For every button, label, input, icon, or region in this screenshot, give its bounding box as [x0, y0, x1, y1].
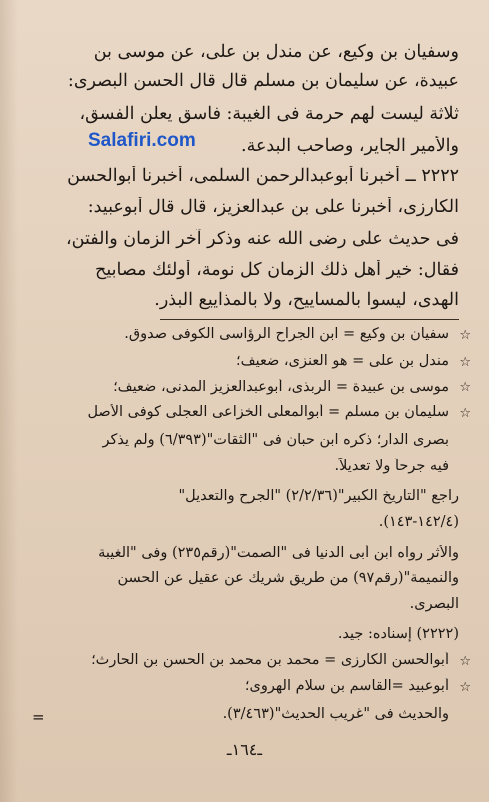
footnote-line: راجع "التاريخ الكبير"(٢/٢/٣٦) "الجرح والتعديل" [178, 488, 459, 504]
continuation-mark: = [32, 708, 45, 726]
footnote-separator [160, 319, 459, 320]
watermark-text: Salafiri.com [88, 130, 196, 151]
footnote-line: والأثر رواه ابن أبى الدنيا فى "الصمت"(رقم٢٣٥) وفى "الغيبة [98, 545, 459, 561]
footnote-line: سليمان بن مسلم = أبوالمعلى الخزاعى العجلى كوفى الأصل [87, 404, 449, 420]
star-icon: ☆ [459, 355, 471, 370]
footnote-line: والحديث فى "غريب الحديث"(٣/٤٦٣). [222, 706, 449, 722]
main-text-line: الكارزى، أخبرنا على بن عبدالعزيز، قال قال أبوعبيد: [87, 197, 459, 217]
main-text-line: ٢٢٢٢ ــ أخبرنا أبوعبدالرحمن السلمى، أخبرنا أبوالحسن [67, 166, 459, 186]
footnote-line: (٢٢٢٢) إسناده: جيد. [337, 626, 459, 642]
star-icon: ☆ [459, 406, 471, 421]
star-icon: ☆ [459, 680, 471, 695]
main-text-line: الهدى، ليسوا بالمساييح، ولا بالمذاييع البذر. [154, 290, 459, 310]
star-icon: ☆ [459, 380, 471, 395]
footnote-line: موسى بن عبيدة = الربذى، أبوعبدالعزيز المدنى، ضعيف؛ [113, 379, 449, 395]
main-text-line: عبيدة، عن سليمان بن مسلم قال قال الحسن البصرى: [67, 71, 459, 91]
footnote-line: أبوعبيد =القاسم بن سلام الهروى؛ [244, 678, 449, 694]
footnote-line: فيه جرحاً ولا تعديلاً. [334, 458, 449, 474]
main-text-line: ثلاثة ليست لهم حرمة فى الغيبة: فاسق يعلن الفسق، [79, 104, 459, 124]
main-text-line: فى حديث على رضى الله عنه وذكر آخر الزمان والفتن، [66, 229, 459, 249]
footnote-line: مندل بن على = هو العنزى، ضعيف؛ [236, 353, 449, 369]
footnote-line: سفيان بن وكيع = ابن الجراح الرؤاسى الكوفى صدوق. [124, 326, 449, 342]
main-text-line: والأمير الجاير، وصاحب البدعة. [241, 136, 459, 156]
main-text-line: وسفيان بن وكيع، عن مندل بن على، عن موسى بن [93, 42, 459, 62]
footnote-line: بصرى الدار؛ ذكره ابن حبان فى "الثقات"(٦/٣٩٣) ولم يذكر [102, 432, 449, 448]
star-icon: ☆ [459, 654, 471, 669]
page-number: ـ١٦٤ـ [226, 740, 263, 759]
footnote-line: أبوالحسن الكارزى = محمد بن محمد بن الحسن بن الحارث؛ [91, 652, 449, 668]
footnote-line: (١٤٢/٤-١٤٣). [378, 514, 459, 530]
footnote-line: والنميمة"(رقم٩٧) من طريق شريك عن عقيل عن الحسن [117, 570, 459, 586]
star-icon: ☆ [459, 328, 471, 343]
footnote-line: البصرى. [409, 596, 459, 612]
main-text-line: فقال: خير أهل ذلك الزمان كل نومة، أولئك مصابيح [95, 260, 459, 280]
